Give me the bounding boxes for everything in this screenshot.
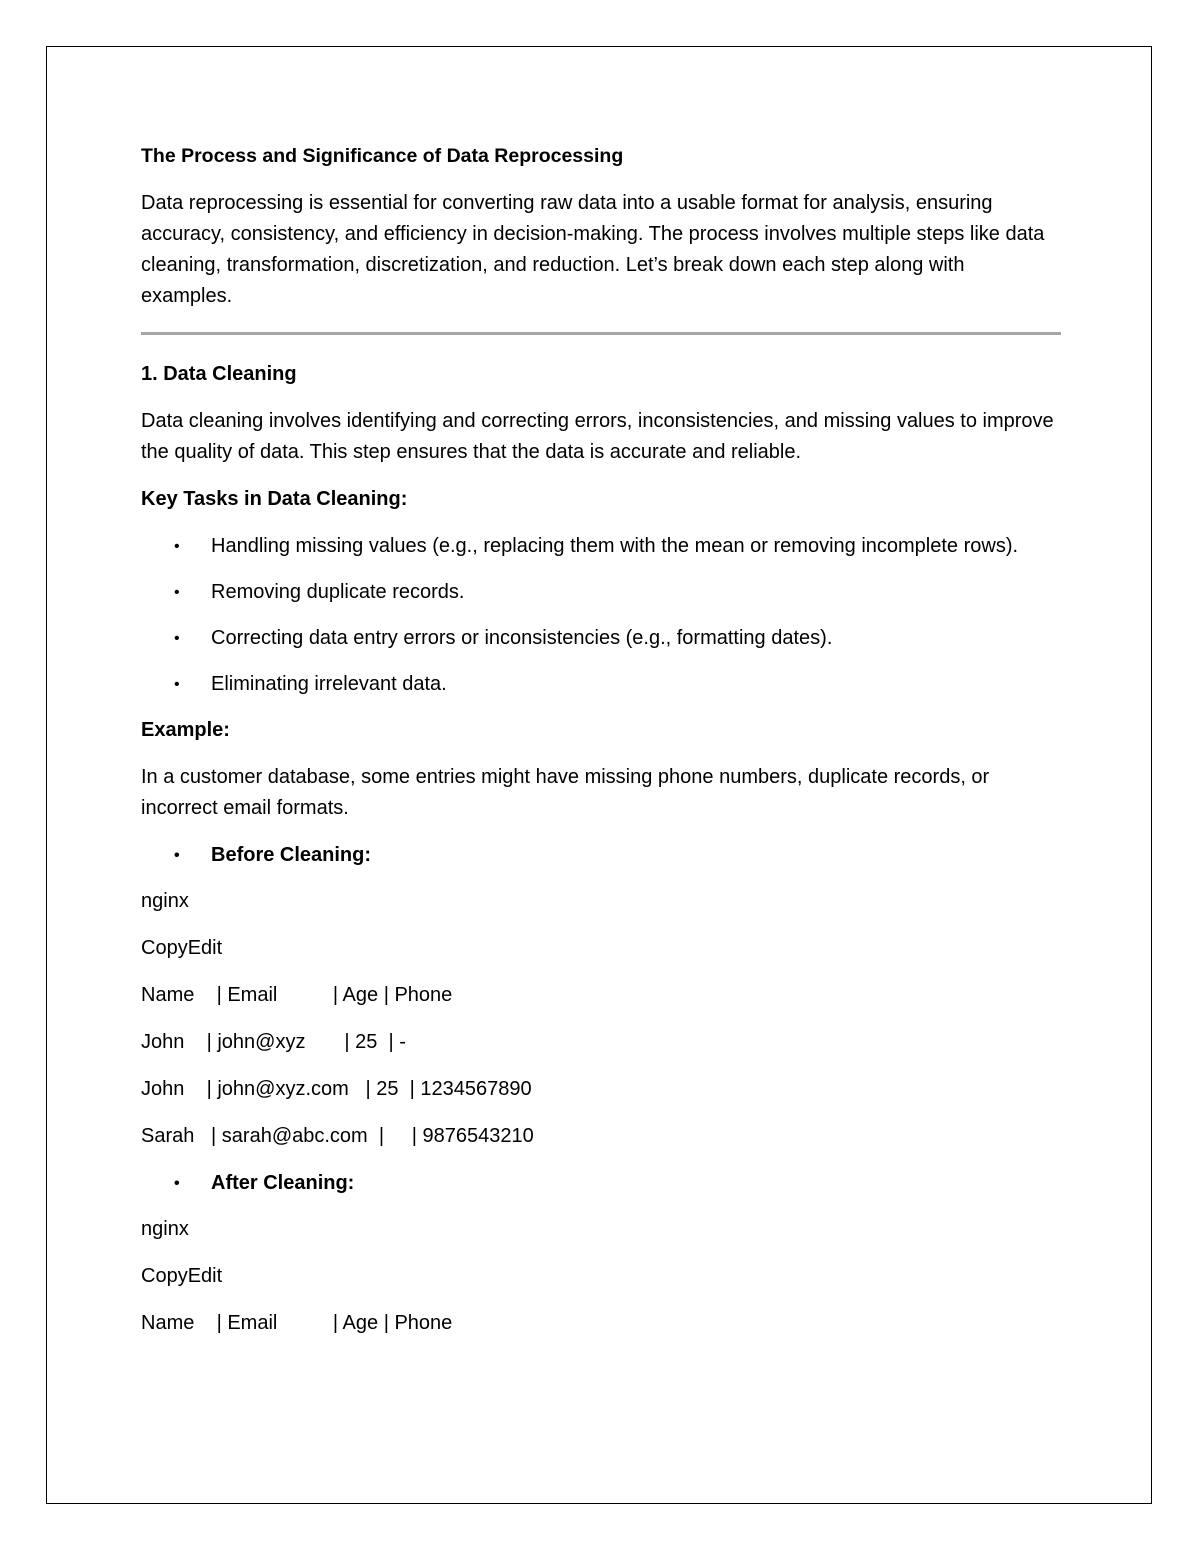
list-item [141, 623, 1061, 654]
list-item [141, 577, 1061, 608]
before-cleaning-list [141, 840, 1061, 871]
document-body [141, 141, 1061, 1355]
bullet-icon: • [174, 538, 180, 555]
key-tasks-heading: Key Tasks in Data Cleaning: [141, 488, 408, 510]
table-row: Name | Email | Age | Phone [141, 984, 453, 1006]
list-item [141, 669, 1061, 700]
code-language-label: nginx [141, 1218, 189, 1240]
before-cleaning-label: Before Cleaning: [211, 844, 372, 866]
after-cleaning-list [141, 1168, 1061, 1199]
list-item-text: Correcting data entry errors or inconsistencies (e.g., formatting dates). [211, 627, 833, 649]
bullet-icon: • [174, 847, 180, 864]
list-item [141, 1168, 1061, 1199]
list-item-text: Removing duplicate records. [211, 581, 465, 603]
section-description: Data cleaning involves identifying and correcting errors, inconsistencies, and missing values to improve the quality of data. This step ensures that the data is accurate and reliable. [141, 410, 1054, 463]
example-heading: Example: [141, 719, 230, 741]
after-cleaning-label: After Cleaning: [211, 1172, 355, 1194]
table-row: John | john@xyz | 25 | - [141, 1031, 406, 1053]
section-heading-data-cleaning: 1. Data Cleaning [141, 363, 297, 385]
list-item-text: Handling missing values (e.g., replacing them with the mean or removing incomplete rows). [211, 535, 1019, 557]
list-item [141, 840, 1061, 871]
copy-edit-label[interactable]: CopyEdit [141, 1265, 223, 1287]
table-row: Name | Email | Age | Phone [141, 1312, 453, 1334]
key-tasks-list [141, 531, 1061, 700]
example-paragraph: In a customer database, some entries might have missing phone numbers, duplicate records, or incorrect email formats. [141, 766, 990, 819]
table-row: Sarah | sarah@abc.com | | 9876543210 [141, 1125, 534, 1147]
bullet-icon: • [174, 676, 180, 693]
bullet-icon: • [174, 630, 180, 647]
document-title: The Process and Significance of Data Reprocessing [141, 145, 624, 167]
list-item-text: Eliminating irrelevant data. [211, 673, 447, 695]
bullet-icon: • [174, 1175, 180, 1192]
bullet-icon: • [174, 584, 180, 601]
table-row: John | john@xyz.com | 25 | 1234567890 [141, 1078, 532, 1100]
horizontal-divider [141, 332, 1061, 335]
list-item [141, 531, 1061, 562]
copy-edit-label[interactable]: CopyEdit [141, 937, 223, 959]
code-language-label: nginx [141, 890, 189, 912]
intro-paragraph: Data reprocessing is essential for converting raw data into a usable format for analysis, ensuring accuracy, consistency, and efficiency in decision-making. The process involves multiple steps like data cleaning, transformation, discretization, and reduction. Let’s break down each step along with examples. [141, 192, 1045, 307]
